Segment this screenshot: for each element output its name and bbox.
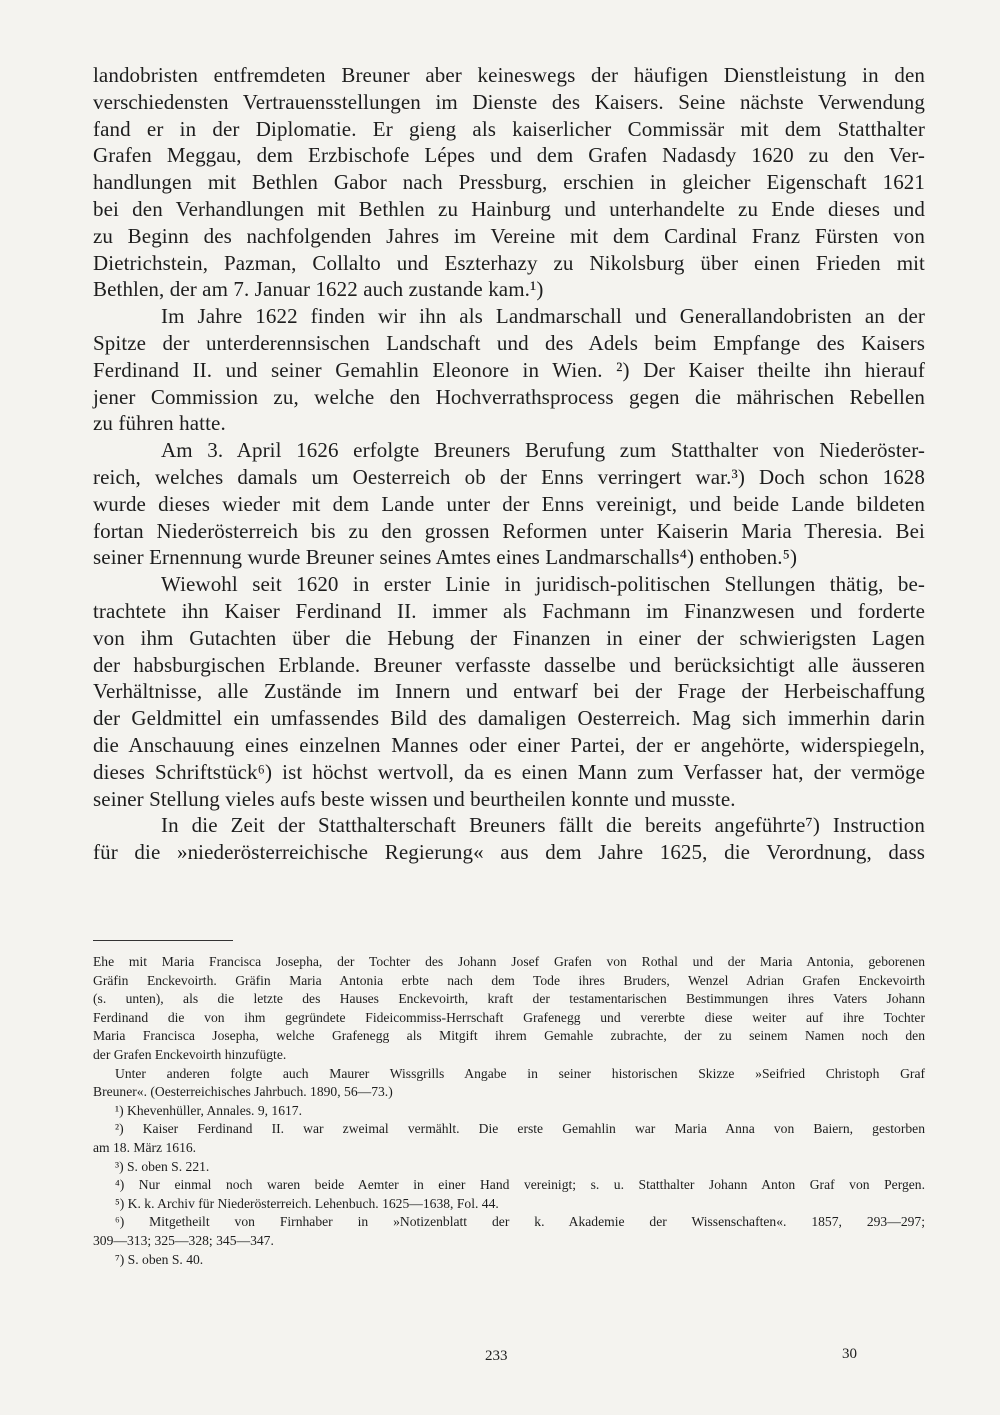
text-line: der habsburgischen Erblande. Breuner verfasste dasselbe und berücksichtigt alle äusseren [93,652,925,677]
footnote-line: 309—313; 325—328; 345—347. [93,1232,274,1248]
main-text [93,62,925,866]
paragraph-start: Am 3. April 1626 erfolgte Breuners Berufung zum Statthalter von Niederöster- [161,438,925,463]
text-line: Bethlen, der am 7. Januar 1622 auch zustande kam.¹) [93,277,544,302]
text-line: Verhältnisse, alle Zustände im Innern und entwarf bei der Frage der Herbeischaffung [93,679,925,704]
footnote-line: (s. unten), als die letzte des Hauses Enckevoirth, kraft der testamentarischen Bestimmungen ihres Vaters Johann [93,991,925,1007]
footnote-line: ⁷) S. oben S. 40. [115,1251,204,1267]
footnote-line: Unter anderen folgte auch Maurer Wissgrills Angabe in seiner historischen Skizze »Seifried Christoph Graf [115,1065,925,1081]
footnote-line: Ehe mit Maria Francisca Josepha, der Tochter des Johann Josef Grafen von Rothal und der Maria Antonia, geborenen [93,954,925,969]
text-line: Spitze der unterderennsischen Landschaft und des Adels beim Empfange des Kaisers [93,330,925,355]
footnote-line: ⁶) Mitgetheilt von Firnhaber in »Notizenblatt der k. Akademie der Wissenschaften«. 1857, 293—297; [115,1214,925,1230]
footnote-line: Gräfin Enckevoirth. Gräfin Maria Antonia erbte nach dem Tode ihres Bruders, Wenzel Adrian Grafen Enckevoirth [93,972,925,988]
text-line: Grafen Meggau, dem Erzbischofe Lépes und dem Grafen Nadasdy 1620 zu den Ver- [93,143,925,168]
text-line: seiner Stellung vieles aufs beste wissen und beurtheilen konnte und musste. [93,786,736,811]
footnote-line: der Grafen Enckevoirth hinzufügte. [93,1046,287,1062]
text-line: fortan Niederösterreich bis zu den grossen Reformen unter Kaiserin Maria Theresia. Bei [93,518,925,543]
text-line: Ferdinand II. und seiner Gemahlin Eleonore in Wien. ²) Der Kaiser theilte ihn hierauf [93,357,925,382]
text-line: trachtete ihn Kaiser Ferdinand II. immer als Fachmann im Finanzwesen und forderte [93,598,925,623]
text-line: fand er in der Diplomatie. Er gieng als kaiserlicher Commissär mit dem Statthalter [93,116,925,141]
text-line: die Anschauung eines einzelnen Mannes oder einer Partei, der er angehörte, widerspiegeln, [93,732,925,757]
paragraph-start: Im Jahre 1622 finden wir ihn als Landmarschall und Generallandobristen an der [161,304,925,329]
footnote-line: Maria Francisca Josepha, welche Grafenegg als Mitgift ihrem Gemahle zubrachte, der zu seinem Namen noch den [93,1028,925,1044]
text-line: jener Commission zu, welche den Hochverrathsprocess gegen die mährischen Rebellen [93,384,925,409]
text-line: landobristen entfremdeten Breuner aber keineswegs der häufigen Dienstleistung in den [93,63,925,87]
text-line: bei den Verhandlungen mit Bethlen zu Hainburg und unterhandelte zu Ende dieses und [93,196,925,221]
footnote-divider [93,940,233,941]
paragraph-start: Wiewohl seit 1620 in erster Linie in juridisch-politischen Stellungen thätig, be- [161,572,925,597]
text-line: handlungen mit Bethlen Gabor nach Pressburg, erschien in gleicher Eigenschaft 1621 [93,170,925,195]
text-line: verschiedensten Vertrauensstellungen im Dienste des Kaisers. Seine nächste Verwendung [93,89,925,114]
text-line: seiner Ernennung wurde Breuner seines Amtes eines Landmarschalls⁴) enthoben.⁵) [93,545,798,570]
footnote-line: ²) Kaiser Ferdinand II. war zweimal vermählt. Die erste Gemahlin war Maria Anna von Baiern, gestorben [115,1121,925,1137]
sheet-number: 30 [842,1346,857,1362]
footnote-line: ¹) Khevenhüller, Annales. 9, 1617. [115,1102,303,1118]
footnote-line: Ferdinand die von ihm gegründete Fideicommiss-Herrschaft Grafenegg und vererbte diese weiter auf ihre Tochter [93,1009,925,1025]
text-line: der Geldmittel ein umfassendes Bild des damaligen Oesterreich. Mag sich immerhin darin [93,706,925,731]
text-line: wurde dieses wieder mit dem Lande unter der Enns vereinigt, und beide Lande bildeten [93,491,925,516]
footnote-line: ⁵) K. k. Archiv für Niederösterreich. Lehenbuch. 1625—1638, Fol. 44. [115,1195,499,1211]
paragraph-start: In die Zeit der Statthalterschaft Breuners fällt die bereits angeführte⁷) Instruction [161,813,925,838]
footnote-line: ³) S. oben S. 221. [115,1158,210,1174]
text-line: reich, welches damals um Oesterreich ob der Enns verringert war.³) Doch schon 1628 [93,464,925,489]
page-number: 233 [485,1348,508,1364]
text-line: von ihm Gutachten über die Hebung der Finanzen in einer der schwierigsten Lagen [93,625,925,650]
footnote-line: Breuner«. (Oesterreichisches Jahrbuch. 1890, 56—73.) [93,1084,393,1100]
text-line: dieses Schriftstück⁶) ist höchst wertvoll, da es einen Mann zum Verfasser hat, der vermöge [93,759,925,784]
text-line: Dietrichstein, Pazman, Collalto und Eszterhazy zu Nikolsburg über einen Frieden mit [93,250,925,275]
text-line: für die »niederösterreichische Regierung« aus dem Jahre 1625, die Verordnung, dass [93,840,925,865]
footnote-line: ⁴) Nur einmal noch waren beide Aemter in einer Hand vereinigt; s. u. Statthalter Johann Anton Graf von Pergen. [115,1177,925,1193]
footnote-line: am 18. März 1616. [93,1139,197,1155]
text-line: zu führen hatte. [93,411,226,436]
text-line: zu Beginn des nachfolgenden Jahres im Vereine mit dem Cardinal Franz Fürsten von [93,223,925,248]
footnotes [93,953,925,1269]
